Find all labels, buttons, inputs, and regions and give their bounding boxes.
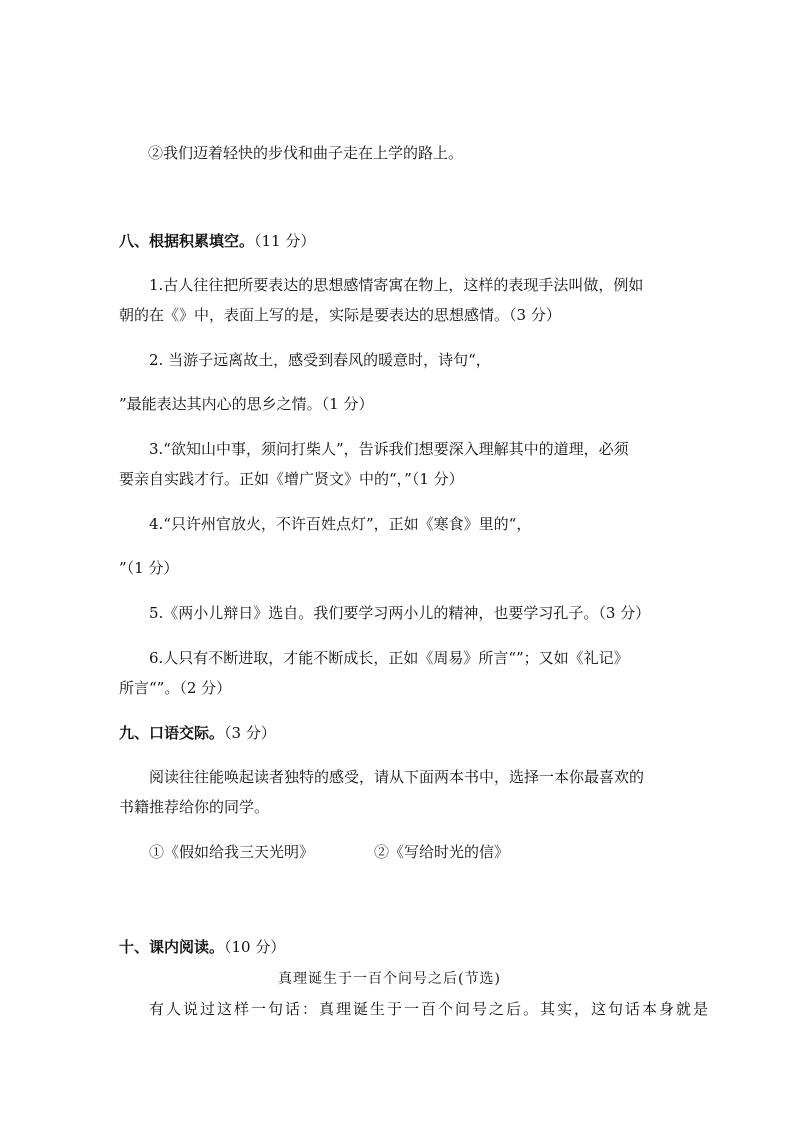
q4-line2: ”（1 分） — [119, 559, 179, 577]
s9-para-line1: 阅读往往能唤起读者独特的感受，请从下面两本书中，选择一本你最喜欢的 — [149, 768, 645, 786]
section9-points: （3 分） — [224, 724, 276, 742]
section8-points: （11 分） — [254, 232, 316, 250]
section9-heading-text: 九、口语交际。 — [119, 724, 225, 742]
q2-line2: ”最能表达其内心的思乡之情。（1 分） — [119, 395, 374, 413]
q1-line1: 1.古人往往把所要表达的思想感情寄寓在物上，这样的表现手法叫做，例如 — [149, 276, 644, 294]
section10-heading — [119, 937, 285, 957]
q5-line: 5.《两小儿辩日》选自。我们要学习两小儿的精神，也要学习孔子。（3 分） — [149, 604, 651, 622]
book-option-2: ②《写给时光的信》 — [374, 843, 510, 861]
section8-heading-text: 八、根据积累填空。 — [119, 232, 255, 250]
q4-line1: 4.“只许州官放火，不许百姓点灯”，正如《寒食》里的“， — [149, 515, 532, 533]
q3-line1: 3.“欲知山中事，须问打柴人”，告诉我们想要深入理解其中的道理，必须 — [149, 440, 629, 458]
q1-line2: 朝的在《》中，表面上写的是，实际是要表达的思想感情。（3 分） — [119, 306, 561, 324]
q6-line2: 所言“”。（2 分） — [119, 679, 232, 697]
section8-heading — [119, 231, 315, 251]
section9-heading — [119, 723, 276, 743]
q3-line2: 要亲自实践才行。正如《增广贤文》中的“，”（1 分） — [119, 470, 464, 488]
s9-para-line2: 书籍推荐给你的同学。 — [119, 798, 270, 816]
section10-points: （10 分） — [224, 938, 286, 956]
book-option-1: ①《假如给我三天光明》 — [149, 843, 315, 861]
passage-title: 真理诞生于一百个问号之后(节选) — [278, 971, 501, 987]
section7-item2: ②我们迈着轻快的步伐和曲子走在上学的路上。 — [148, 144, 464, 162]
q6-line1: 6.人只有不断进取，才能不断成长，正如《周易》所言“”；又如《礼记》 — [149, 649, 629, 667]
passage-line1: 有人说过这样一句话：真理诞生于一百个问号之后。其实，这句话本身就是 — [149, 1000, 711, 1018]
section10-heading-text: 十、课内阅读。 — [119, 938, 225, 956]
q2-line1: 2. 当游子远离故土，感受到春风的暖意时，诗句“， — [149, 351, 491, 369]
